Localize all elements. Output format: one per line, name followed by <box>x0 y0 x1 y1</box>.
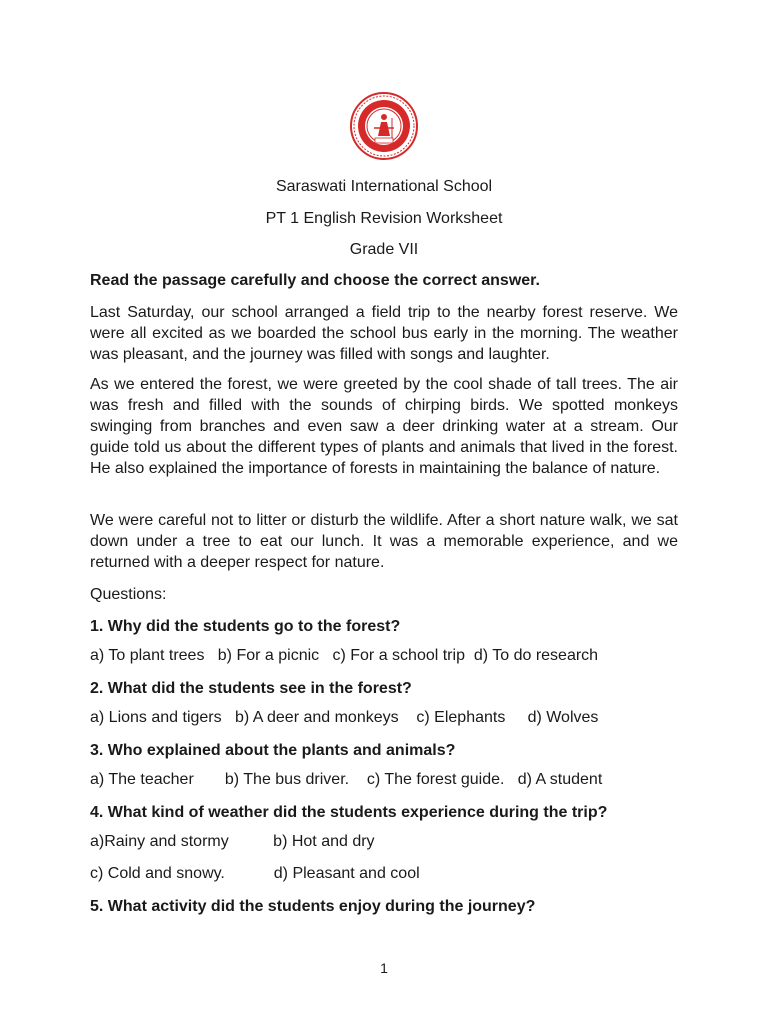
page-number: 1 <box>380 960 388 976</box>
worksheet-title: PT 1 English Revision Worksheet <box>265 210 503 227</box>
grade-label: Grade VII <box>349 241 419 258</box>
question-2: 2. What did the students see in the forest? <box>90 680 412 697</box>
school-name: Saraswati International School <box>275 178 493 195</box>
question-4: 4. What kind of weather did the students experience during the trip? <box>90 804 608 821</box>
questions-heading: Questions: <box>90 586 167 603</box>
question-3-options: a) The teacher b) The bus driver. c) The forest guide. d) A student <box>90 771 603 788</box>
passage-paragraph: We were careful not to litter or disturb the wildlife. After a short nature walk, we sat down under a tree to eat our lunch. It was a memorable experience, and we returned with a deeper respect for nature. <box>90 512 678 571</box>
instruction: Read the passage carefully and choose the correct answer. <box>90 272 540 289</box>
passage-paragraph: As we entered the forest, we were greeted by the cool shade of tall trees. The air was fresh and filled with the sounds of chirping birds. We spotted monkeys swinging from branches and even saw a deer drinking water at a stream. Our guide told us about the different types of plants and animals that lived in the forest. He also explained the importance of forests in maintaining the balance of nature. <box>90 376 678 477</box>
question-1-options: a) To plant trees b) For a picnic c) For a school trip d) To do research <box>90 647 599 664</box>
question-5: 5. What activity did the students enjoy during the journey? <box>90 898 536 915</box>
question-2-options: a) Lions and tigers b) A deer and monkeys c) Elephants d) Wolves <box>90 709 599 726</box>
question-4-options: c) Cold and snowy. d) Pleasant and cool <box>90 865 420 882</box>
question-4-options: a)Rainy and stormy b) Hot and dry <box>90 833 375 850</box>
question-3: 3. Who explained about the plants and animals? <box>90 742 456 759</box>
question-1: 1. Why did the students go to the forest? <box>90 618 401 635</box>
school-logo <box>350 92 418 160</box>
passage-paragraph: Last Saturday, our school arranged a field trip to the nearby forest reserve. We were all excited as we boarded the school bus early in the morning. The weather was pleasant, and the journey was filled with songs and laughter. <box>90 304 678 363</box>
